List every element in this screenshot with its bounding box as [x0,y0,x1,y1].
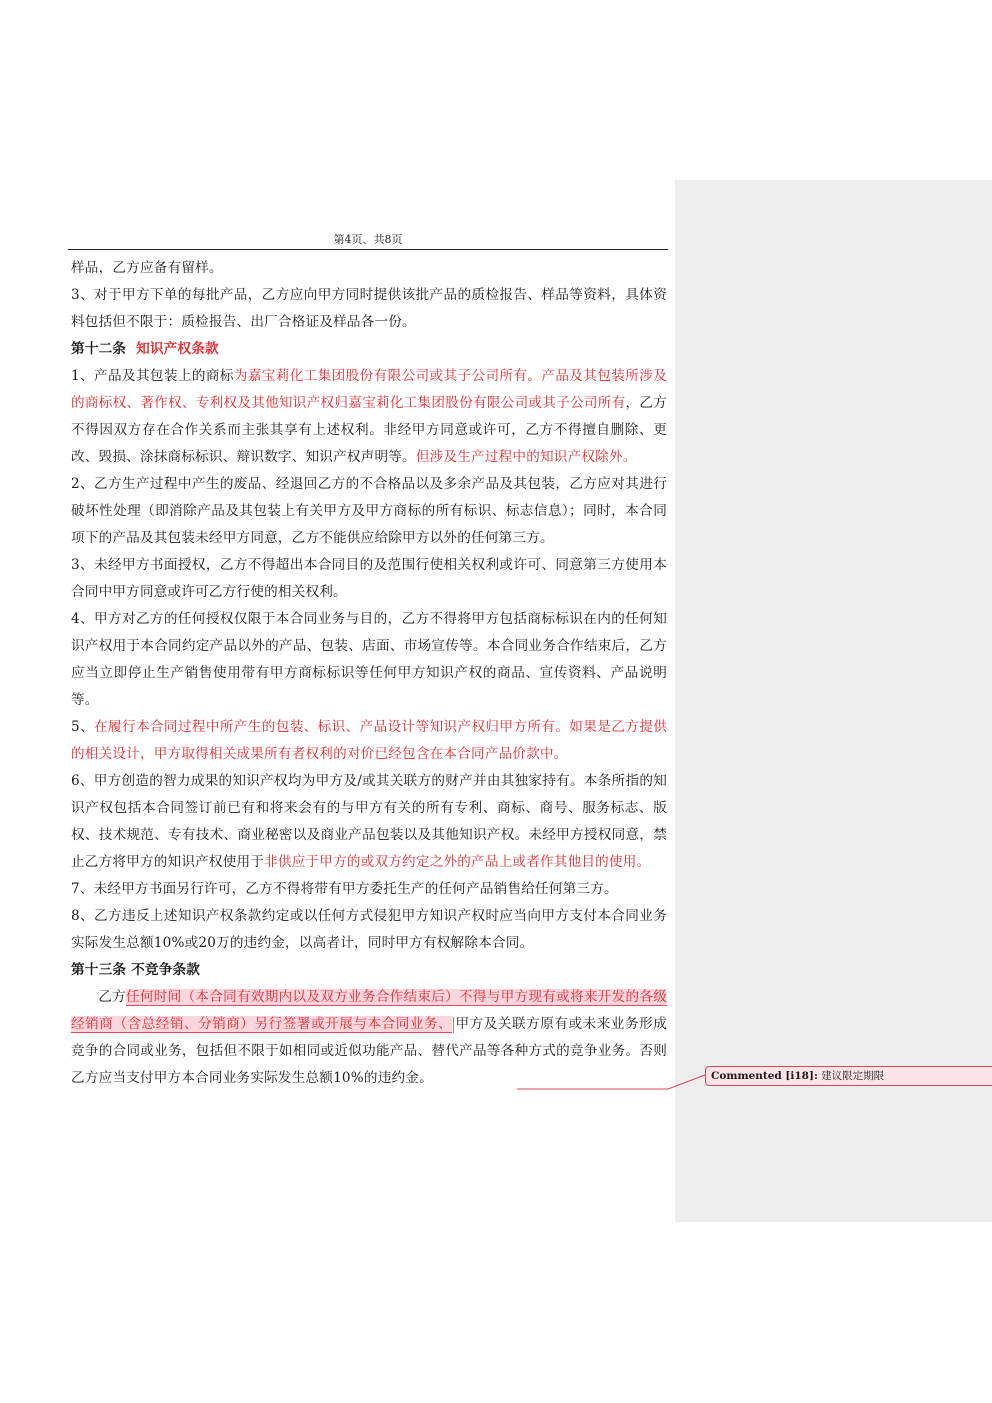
comment-balloon[interactable] [705,1066,992,1086]
text-run: 6、甲方创造的智力成果的知识产权均为甲方及/或其关联方的财产并由其独家持有。本条所指的知识产权包括本合同签订前已有和将来会有的与甲方有关的所有专利、商标、商号、服务标志、版权、技术规范、专有技术、商业秘密以及商业产品包装以及其他知识产权。未经甲方授权同意，禁止乙方将甲方的知识产权使用于 [71,773,667,870]
article-title: 知识产权条款 [136,341,219,357]
article-number: 第十三条 [71,962,127,978]
text-run: 5、 [71,719,95,735]
paragraph: 2、乙方生产过程中产生的废品、经退回乙方的不合格品以及多余产品及其包装，乙方应对其进行破坏性处理（即消除产品及其包装上有关甲方及甲方商标的所有标识、标志信息）；同时，本合同项下的产品及其包装未经甲方同意，乙方不能供应给除甲方以外的任何第三方。 [71,476,667,546]
revised-text: 在履行本合同过程中所产生的包装、标识、产品设计等知识产权归甲方所有。如果是乙方提供的相关设计，甲方取得相关成果所有者权利的对价已经包含在本合同产品价款中。 [71,719,667,762]
article-13-heading [71,957,667,984]
text-run: 乙方 [98,989,126,1005]
article-title: 不竞争条款 [131,962,201,978]
text-run: 1、产品及其包装上的商标 [71,368,234,384]
text-run: ，乙方不得因双方存在合作关系而主张其享有上述权利。非经甲方同意或许可，乙方不得擅自删除、更改、毁损、涂抹商标标识、辩识数字、知识产权声明等。 [71,395,668,465]
header-rule [68,249,668,250]
article-12-heading [71,336,667,363]
revised-text: 非供应于甲方的或双方约定之外的产品上或者作其他目的使用。 [264,854,651,870]
paragraph: 3、对于甲方下单的每批产品，乙方应向甲方同时提供该批产品的质检报告、样品等资料，具体资料包括但不限于：质检报告、出厂合格证及样品各一份。 [71,287,667,330]
paragraph [71,714,667,768]
document-body [71,255,667,1092]
paragraph: 3、未经甲方书面授权，乙方不得超出本合同目的及范围行使相关权利或许可、同意第三方使用本合同中甲方同意或许可乙方行使的相关权利。 [71,557,667,600]
comment-text: 建议限定期限 [821,1070,885,1082]
paragraph [71,768,667,876]
revised-text: 为嘉宝莉化工集团股份有限公司或其子公司所有。产品及其包装所涉及的商标权、著作权、专利权及其他知识产权归嘉宝莉化工集团股份有限公司或其子公司所有 [71,368,667,411]
text-run: 甲方及关联方原有或未来业务形成竞争的合同或业务，包括但不限于如相同或近似功能产品、替代产品等各种方式的竞争业务。否则乙方应当支付甲方本合同业务实际发生总额10%的违约金。 [71,1016,668,1086]
paragraph [71,984,667,1092]
paragraph: 4、甲方对乙方的任何授权仅限于本合同业务与目的，乙方不得将甲方包括商标标识在内的任何知识产权用于本合同约定产品以外的产品、包装、店面、市场宣传等。本合同业务合作结束后，乙方应当立即停止生产销售使用带有甲方商标标识等任何甲方知识产权的商品、宣传资料、产品说明等。 [71,611,667,708]
paragraph: 样品，乙方应备有留样。 [71,260,223,276]
article-number: 第十二条 [71,341,127,357]
paragraph: 7、未经甲方书面另行许可，乙方不得将带有甲方委托生产的任何产品销售给任何第三方。 [71,881,618,897]
comment-author: Commented [i18]: [711,1070,818,1082]
commented-text[interactable]: 任何时间（本合同有效期内以及双方业务合作结束后）不得与甲方现有或将来开发的各级经销商（含总经销、分销商）另行签署或开展与本合同业务、 [71,989,668,1032]
revised-text: 但涉及生产过程中的知识产权除外。 [415,449,637,465]
page-header: 第4页、共8页 [333,233,403,246]
paragraph [71,363,667,471]
paragraph: 8、乙方违反上述知识产权条款约定或以任何方式侵犯甲方知识产权时应当向甲方支付本合同业务实际发生总额10%或20万的违约金，以高者计，同时甲方有权解除本合同。 [71,908,667,951]
